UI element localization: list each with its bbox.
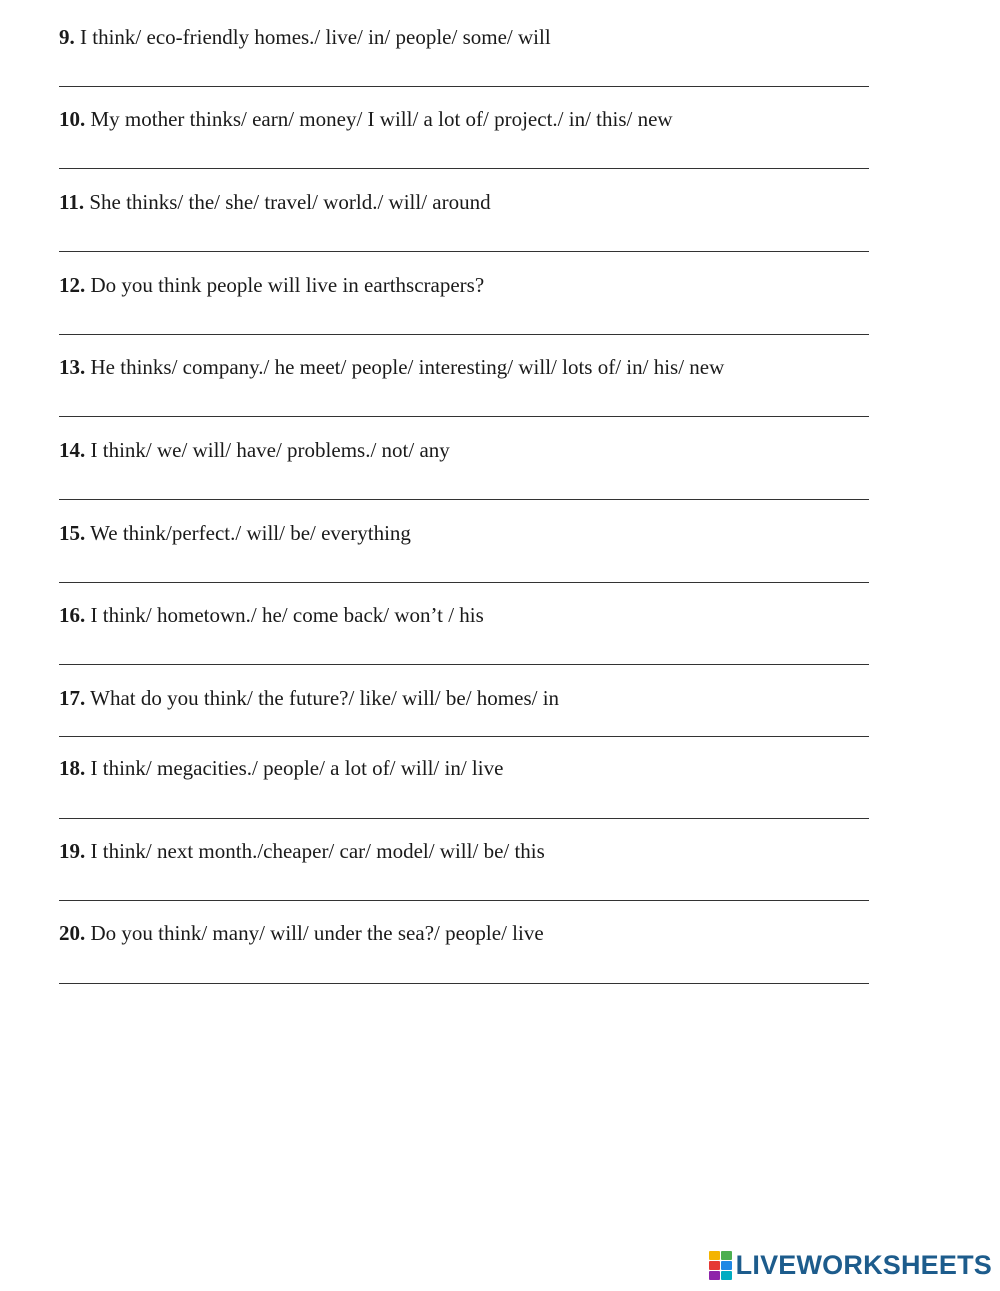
exercise-prompt bbox=[59, 437, 450, 463]
exercise-prompt bbox=[59, 920, 544, 946]
exercise-number: 10. bbox=[59, 107, 86, 131]
answer-line[interactable] bbox=[59, 499, 869, 500]
exercise-prompt bbox=[59, 685, 559, 711]
exercise-number: 12. bbox=[59, 273, 86, 297]
exercise-number: 11. bbox=[59, 190, 85, 214]
exercise-text: We think/perfect./ will/ be/ everything bbox=[85, 521, 411, 545]
exercise-number: 19. bbox=[59, 839, 86, 863]
logo-text: LIVEWORKSHEETS bbox=[735, 1250, 992, 1280]
exercise-text: What do you think/ the future?/ like/ will/ be/ homes/ in bbox=[85, 686, 560, 710]
logo-block bbox=[709, 1261, 720, 1270]
exercise-text: I think/ eco-friendly homes./ live/ in/ people/ some/ will bbox=[74, 25, 551, 49]
exercise-text: I think/ we/ will/ have/ problems./ not/ any bbox=[85, 438, 450, 462]
logo-block bbox=[721, 1261, 732, 1270]
exercise-number: 18. bbox=[59, 756, 86, 780]
logo-block bbox=[709, 1251, 720, 1260]
answer-line[interactable] bbox=[59, 664, 869, 665]
answer-line[interactable] bbox=[59, 818, 869, 819]
answer-line[interactable] bbox=[59, 582, 869, 583]
exercise-text: She thinks/ the/ she/ travel/ world./ will/ around bbox=[84, 190, 491, 214]
exercise-number: 16. bbox=[59, 603, 86, 627]
answer-line[interactable] bbox=[59, 416, 869, 417]
answer-line[interactable] bbox=[59, 251, 869, 252]
answer-line[interactable] bbox=[59, 900, 869, 901]
liveworksheets-blocks-icon bbox=[709, 1251, 732, 1280]
exercise-prompt bbox=[59, 24, 551, 50]
exercise-number: 13. bbox=[59, 355, 86, 379]
exercise-prompt bbox=[59, 106, 673, 132]
answer-line[interactable] bbox=[59, 168, 869, 169]
logo-block bbox=[709, 1271, 720, 1280]
answer-line[interactable] bbox=[59, 983, 869, 984]
exercise-prompt bbox=[59, 272, 484, 298]
answer-line[interactable] bbox=[59, 736, 869, 737]
exercise-prompt bbox=[59, 520, 411, 546]
exercise-number: 20. bbox=[59, 921, 86, 945]
logo-block bbox=[721, 1251, 732, 1260]
exercise-number: 17. bbox=[59, 686, 86, 710]
exercise-prompt bbox=[59, 755, 503, 781]
exercise-number: 9. bbox=[59, 25, 75, 49]
exercise-prompt bbox=[59, 189, 491, 215]
logo-block bbox=[721, 1271, 732, 1280]
exercise-text: He thinks/ company./ he meet/ people/ interesting/ will/ lots of/ in/ his/ new bbox=[85, 355, 725, 379]
answer-line[interactable] bbox=[59, 86, 869, 87]
exercise-text: Do you think people will live in earthscrapers? bbox=[85, 273, 485, 297]
exercise-number: 14. bbox=[59, 438, 86, 462]
answer-line[interactable] bbox=[59, 334, 869, 335]
exercise-text: I think/ megacities./ people/ a lot of/ will/ in/ live bbox=[85, 756, 504, 780]
exercise-text: My mother thinks/ earn/ money/ I will/ a lot of/ project./ in/ this/ new bbox=[85, 107, 673, 131]
exercise-prompt bbox=[59, 838, 545, 864]
exercise-number: 15. bbox=[59, 521, 86, 545]
exercise-prompt bbox=[59, 354, 724, 380]
exercise-text: Do you think/ many/ will/ under the sea?/ people/ live bbox=[85, 921, 544, 945]
liveworksheets-logo bbox=[709, 1250, 992, 1281]
exercise-text: I think/ hometown./ he/ come back/ won’t / his bbox=[85, 603, 484, 627]
exercise-prompt bbox=[59, 602, 484, 628]
exercise-text: I think/ next month./cheaper/ car/ model/ will/ be/ this bbox=[85, 839, 545, 863]
